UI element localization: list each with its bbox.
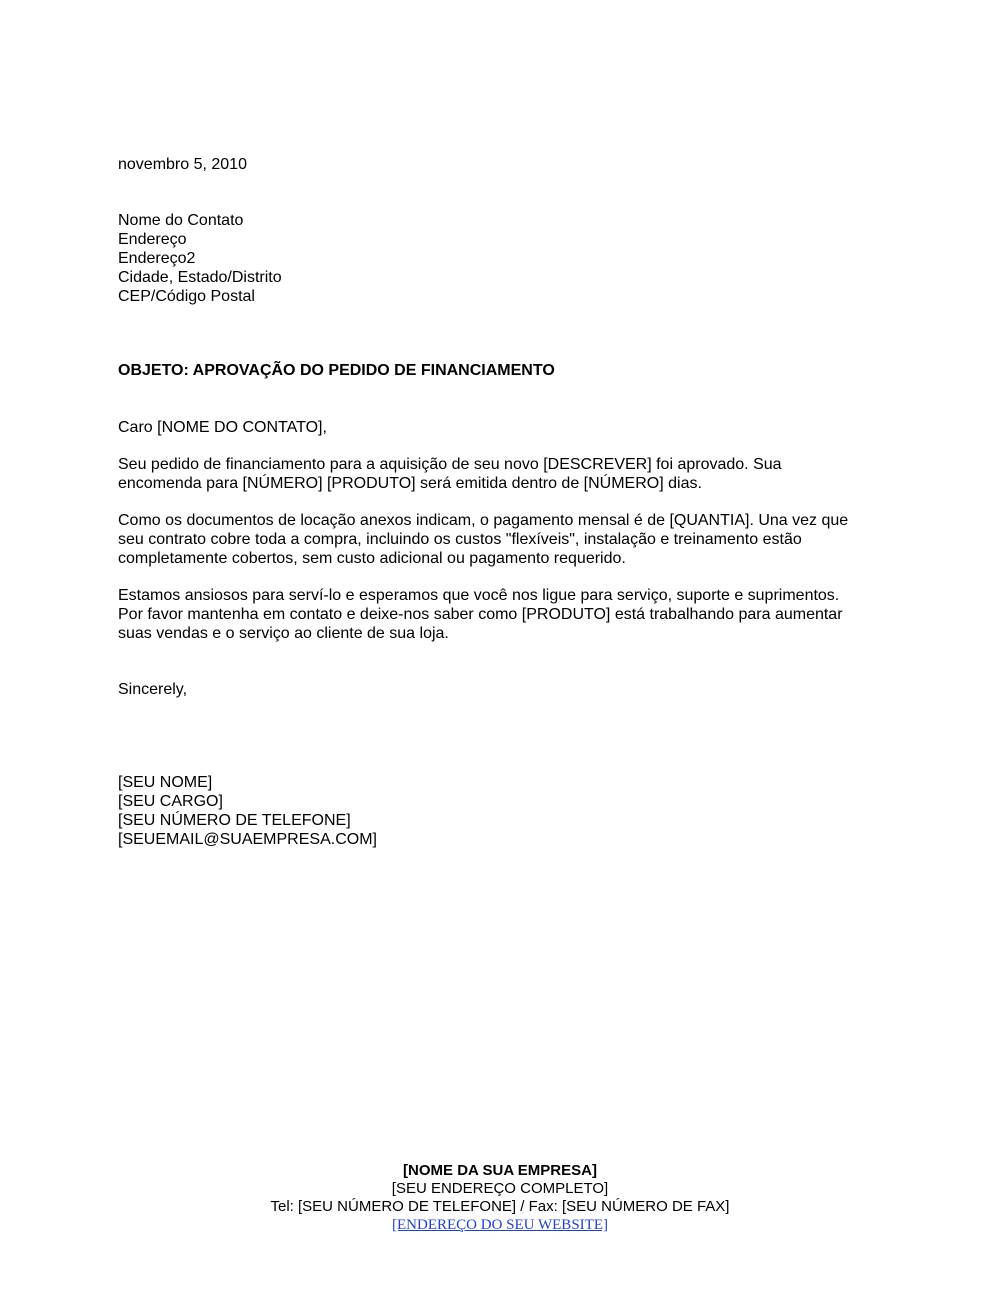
signature-block [118,773,898,849]
signature-phone: [SEU NÚMERO DE TELEFONE] [118,812,351,829]
footer-website-link[interactable]: [ENDEREÇO DO SEU WEBSITE] [392,1217,608,1233]
recipient-name: Nome do Contato [118,212,244,229]
closing-text: Sincerely, [118,681,188,698]
letterhead-footer [0,1162,1000,1234]
letter-salutation [118,418,898,437]
body-paragraph-3 [118,586,898,643]
body-paragraph-1 [118,455,898,493]
signature-title: [SEU CARGO] [118,793,223,810]
letter-date [118,155,898,174]
recipient-address [118,211,898,306]
signature-email: [SEUEMAIL@SUAEMPRESA.COM] [118,831,377,848]
salutation-text: Caro [NOME DO CONTATO], [118,419,327,436]
paragraph-line: seu contrato cobre toda a compra, incluindo os custos "flexíveis", instalação e treinamento estão [118,531,802,548]
footer-address: [SEU ENDEREÇO COMPLETO] [391,1180,609,1197]
recipient-address-line1: Endereço [118,231,187,248]
footer-company-name: [NOME DA SUA EMPRESA] [403,1162,597,1179]
footer-contact: Tel: [SEU NÚMERO DE TELEFONE] / Fax: [SEU NÚMERO DE FAX] [270,1198,730,1215]
signature-name: [SEU NOME] [118,774,213,791]
paragraph-line: completamente cobertos, sem custo adicional ou pagamento requerido. [118,550,626,567]
paragraph-line: Como os documentos de locação anexos indicam, o pagamento mensal é de [QUANTIA]. Una vez que [118,512,849,529]
subject-text: OBJETO: APROVAÇÃO DO PEDIDO DE FINANCIAMENTO [118,362,555,379]
letter-subject [118,361,898,380]
recipient-postal-code: CEP/Código Postal [118,288,255,305]
paragraph-line: suas vendas e o serviço ao cliente de sua loja. [118,625,449,642]
body-paragraph-2 [118,511,898,568]
date-text: novembro 5, 2010 [118,156,247,173]
paragraph-line: Estamos ansiosos para serví-lo e esperamos que você nos ligue para serviço, suporte e suprimentos. [118,587,840,604]
recipient-city-state: Cidade, Estado/Distrito [118,269,282,286]
paragraph-line: encomenda para [NÚMERO] [PRODUTO] será emitida dentro de [NÚMERO] dias. [118,475,702,492]
recipient-address-line2: Endereço2 [118,250,196,267]
paragraph-line: Seu pedido de financiamento para a aquisição de seu novo [DESCREVER] foi aprovado. Sua [118,456,782,473]
paragraph-line: Por favor mantenha em contato e deixe-nos saber como [PRODUTO] está trabalhando para aumentar [118,606,843,623]
letter-closing [118,680,898,699]
